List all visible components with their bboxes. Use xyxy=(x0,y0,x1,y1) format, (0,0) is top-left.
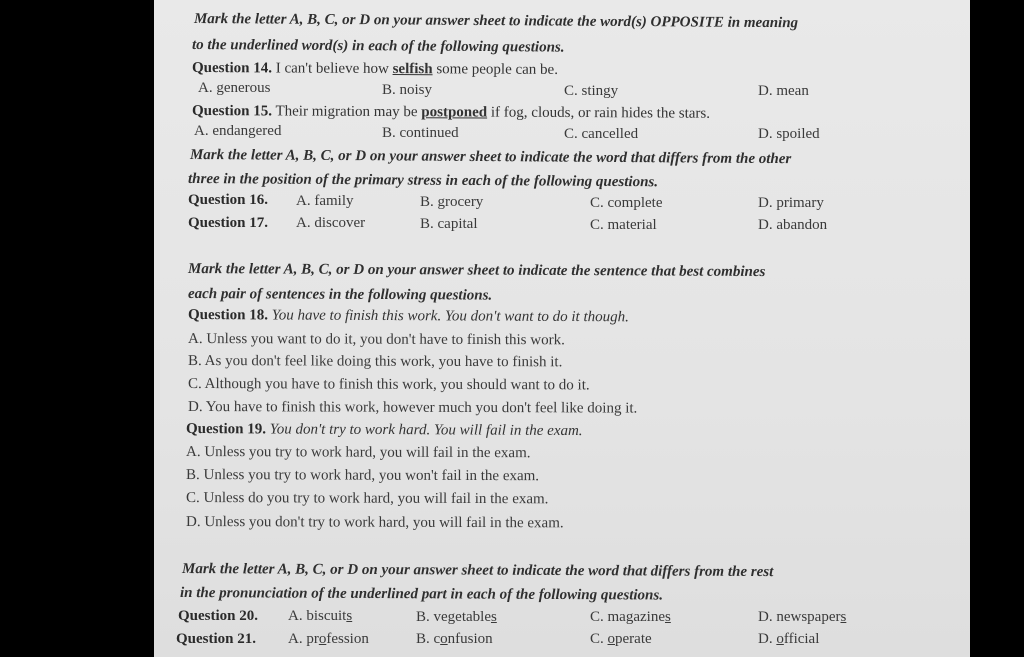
question-21-label: Question 21. xyxy=(176,631,257,647)
question-18 xyxy=(188,306,629,326)
instruction-combine-line2: each pair of sentences in the following questions. xyxy=(187,286,493,304)
question-label: Question 19. xyxy=(185,421,267,438)
option-18-d: D. You have to finish this work, however much you don't feel like doing it. xyxy=(187,399,638,417)
instruction-stress-line2: three in the position of the primary stress in each of the following questions. xyxy=(187,171,659,191)
question-17-label: Question 17. xyxy=(188,215,269,231)
option-20-c: C. magazines xyxy=(590,609,671,625)
option-16-d: D. primary xyxy=(758,195,824,211)
option-18-c: C. Although you have to finish this work, you should want to do it. xyxy=(187,376,590,394)
option-21-b: B. confusion xyxy=(416,631,493,647)
option-18-b: B. As you don't feel like doing this work, you have to finish it. xyxy=(187,353,563,371)
question-text-post: some people can be. xyxy=(436,61,559,78)
option-15-b: B. continued xyxy=(382,125,459,141)
option-15-d: D. spoiled xyxy=(758,126,820,142)
option-19-c: C. Unless do you try to work hard, you will fail in the exam. xyxy=(185,490,549,508)
question-keyword: postponed xyxy=(421,104,488,121)
option-14-b: B. noisy xyxy=(382,82,433,98)
question-19 xyxy=(186,420,583,440)
option-16-b: B. grocery xyxy=(420,194,484,210)
question-16-label: Question 16. xyxy=(188,192,269,208)
instruction-pronunciation-line2: in the pronunciation of the underlined part in each of the following questions. xyxy=(179,585,664,604)
question-label: Question 15. xyxy=(191,103,273,120)
instruction-pronunciation-line1: Mark the letter A, B, C, or D on your answer sheet to indicate the word that differs from the rest xyxy=(181,561,774,581)
question-15 xyxy=(192,102,710,123)
question-label: Question 18. xyxy=(187,307,269,324)
question-keyword: selfish xyxy=(392,61,433,78)
worksheet-photo xyxy=(154,0,970,657)
question-prompt: You have to finish this work. You don't want to do it though. xyxy=(271,307,629,326)
option-17-c: C. material xyxy=(590,217,657,233)
option-15-a: A. endangered xyxy=(194,123,282,139)
question-20-label: Question 20. xyxy=(178,608,259,624)
option-17-b: B. capital xyxy=(420,216,478,232)
option-20-b: B. vegetables xyxy=(416,609,497,625)
option-15-c: C. cancelled xyxy=(564,126,639,142)
option-19-d: D. Unless you don't try to work hard, you will fail in the exam. xyxy=(185,514,564,532)
option-17-d: D. abandon xyxy=(758,217,828,233)
option-14-d: D. mean xyxy=(758,83,809,99)
question-prompt: You don't try to work hard. You will fail in the exam. xyxy=(269,421,583,440)
question-14 xyxy=(192,59,558,79)
option-21-c: C. operate xyxy=(590,631,652,647)
instruction-combine-line1: Mark the letter A, B, C, or D on your answer sheet to indicate the sentence that best combines xyxy=(187,261,766,281)
option-14-c: C. stingy xyxy=(564,83,619,99)
option-16-a: A. family xyxy=(296,193,354,209)
question-text-pre: I can't believe how xyxy=(275,60,389,78)
question-text-pre: Their migration may be xyxy=(275,103,418,121)
question-label: Question 14. xyxy=(191,60,273,77)
option-18-a: A. Unless you want to do it, you don't have to finish this work. xyxy=(187,331,565,349)
option-21-a: A. profession xyxy=(288,631,369,647)
instruction-opposite-line1: Mark the letter A, B, C, or D on your answer sheet to indicate the word(s) OPPOSITE in meaning xyxy=(193,11,799,32)
instruction-stress-line1: Mark the letter A, B, C, or D on your answer sheet to indicate the word that differs from the other xyxy=(189,147,792,168)
option-19-a: A. Unless you try to work hard, you will fail in the exam. xyxy=(185,444,531,462)
option-21-d: D. official xyxy=(758,631,820,647)
question-text-post: if fog, clouds, or rain hides the stars. xyxy=(490,104,711,122)
option-20-d: D. newspapers xyxy=(758,609,847,625)
option-17-a: A. discover xyxy=(296,215,366,231)
option-20-a: A. biscuits xyxy=(288,608,353,624)
option-14-a: A. generous xyxy=(198,80,271,96)
option-19-b: B. Unless you try to work hard, you won't fail in the exam. xyxy=(185,467,540,485)
instruction-opposite-line2: to the underlined word(s) in each of the following questions. xyxy=(191,37,565,56)
option-16-c: C. complete xyxy=(590,195,663,211)
